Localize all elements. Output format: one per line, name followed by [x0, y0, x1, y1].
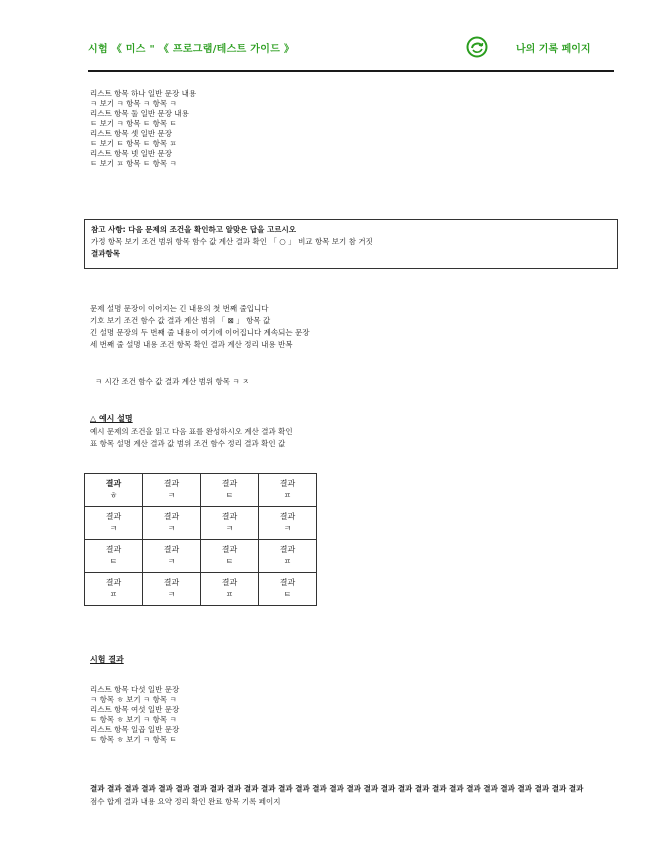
cell-value: ㅌ	[225, 557, 234, 566]
cell-value: ㅍ	[283, 491, 292, 500]
text-line: 리스트 항목 하나 일반 문장 내용	[90, 89, 197, 98]
cell-label: 결과	[221, 545, 238, 554]
text-line: ㅋ 항목 ㅎ 보기 ㅋ 항목 ㅋ	[90, 695, 177, 704]
cell-value: ㅌ	[225, 491, 234, 500]
text-line: 리스트 항목 넷 일반 문장	[90, 149, 172, 158]
footer-line-1: 결과 결과 결과 결과 결과 결과 결과 결과 결과 결과 결과 결과 결과 결과 결과 결과 결과 결과 결과 결과 결과 결과 결과 결과 결과 결과 결과 결과 결과	[90, 784, 584, 793]
cell-label: 결과	[279, 545, 296, 554]
page-header-title: 시험 《 미스 " 《 프로그램/테스트 가이드 》	[88, 44, 295, 55]
cell-value: ㅌ	[109, 557, 118, 566]
cell-value: ㅋ	[283, 524, 292, 533]
cell-label: 결과	[105, 512, 122, 521]
text-line: ㅌ 보기 ㅋ 항목 ㅌ 항목 ㅌ	[90, 119, 177, 128]
section-4-heading: △ 예시 설명	[90, 414, 133, 423]
text-line: ㅋ 보기 ㅋ 항목 ㅋ 항목 ㅋ	[90, 99, 177, 108]
table-cell	[201, 507, 259, 540]
text-line: 기호 보기 조건 함수 값 결과 계산 범위 「 ⊠ 」 항목 값	[90, 316, 271, 325]
cell-label: 결과	[221, 512, 238, 521]
cell-value: ㅍ	[225, 590, 234, 599]
cell-label: 결과	[221, 578, 238, 587]
table-cell	[259, 573, 317, 606]
cell-label: 결과	[163, 512, 180, 521]
cell-value: ㅋ	[167, 524, 176, 533]
page-header-right: 나의 기록 페이지	[516, 44, 591, 55]
cell-value: ㅍ	[283, 557, 292, 566]
text-line: 문제 설명 문장이 이어지는 긴 내용의 첫 번째 줄입니다	[90, 304, 269, 313]
table-cell	[85, 540, 143, 573]
cell-label: 결과	[279, 512, 296, 521]
cell-label: 결과	[279, 479, 296, 488]
table-cell	[143, 507, 201, 540]
notice-line: 가정 항목 보기 조건 범위 항목 함수 값 계산 결과 확인 「 ○ 」 비교 항목 보기 참 거짓	[91, 237, 373, 246]
cell-label: 결과	[105, 479, 122, 488]
table-row	[85, 540, 317, 573]
text-line: 리스트 항목 셋 일반 문장	[90, 129, 172, 138]
table-cell	[201, 540, 259, 573]
section-5-heading-wrap	[90, 655, 124, 665]
table-cell	[201, 573, 259, 606]
text-line: 리스트 항목 여섯 일반 문장	[90, 705, 180, 714]
table-cell	[85, 507, 143, 540]
table-cell	[259, 540, 317, 573]
answer-table	[84, 473, 317, 606]
text-line: 예시 문제의 조건을 읽고 다음 표를 완성하시오 계산 결과 확인	[90, 427, 293, 436]
section-1-list	[90, 89, 196, 169]
cell-value: ㅋ	[167, 557, 176, 566]
text-line: ㅌ 보기 ㅍ 항목 ㅌ 항목 ㅋ	[90, 159, 177, 168]
section-2-paragraph	[90, 303, 309, 351]
cell-label: 결과	[105, 545, 122, 554]
text-line: 표 항목 설명 계산 결과 값 범위 조건 함수 정리 결과 확인 값	[90, 439, 286, 448]
text-line: 리스트 항목 둘 일반 문장 내용	[90, 109, 189, 118]
text-line: ㅌ 항목 ㅎ 보기 ㅋ 항목 ㅋ	[90, 715, 177, 724]
text-line: 세 번째 줄 설명 내용 조건 항목 확인 결과 계산 정리 내용 반복	[90, 340, 293, 349]
table-row	[85, 474, 317, 507]
table-cell	[143, 474, 201, 507]
cell-value: ㅎ	[109, 491, 118, 500]
table-cell	[201, 474, 259, 507]
section-5-heading: 시험 결과	[90, 655, 124, 664]
header-divider	[88, 70, 614, 72]
text-line: 리스트 항목 다섯 일반 문장	[90, 685, 180, 694]
footer-line-2: 점수 합계 결과 내용 요약 정리 확인 완료 항목 기록 페이지	[90, 797, 281, 806]
notice-line: 결과항목	[91, 249, 120, 258]
cell-value: ㅋ	[167, 590, 176, 599]
section-3-line: ㅋ 시간 조건 함수 값 결과 계산 범위 항목 ㅋ ㅈ	[95, 377, 250, 386]
table-cell	[85, 573, 143, 606]
table-cell	[259, 474, 317, 507]
table-cell	[143, 573, 201, 606]
text-line: ㅌ 항목 ㅎ 보기 ㅋ 항목 ㅌ	[90, 735, 177, 744]
cell-label: 결과	[163, 545, 180, 554]
text-line: 리스트 항목 일곱 일반 문장	[90, 725, 180, 734]
table-cell	[143, 540, 201, 573]
cell-label: 결과	[279, 578, 296, 587]
text-line: ㅌ 보기 ㅌ 항목 ㅌ 항목 ㅍ	[90, 139, 177, 148]
cell-label: 결과	[105, 578, 122, 587]
text-line: 긴 설명 문장의 두 번째 줄 내용이 여기에 이어집니다 계속되는 문장	[90, 328, 310, 337]
cell-label: 결과	[221, 479, 238, 488]
section-4	[90, 414, 293, 450]
table-row	[85, 507, 317, 540]
cell-value: ㅋ	[225, 524, 234, 533]
cell-label: 결과	[163, 479, 180, 488]
table-row	[85, 573, 317, 606]
table-cell	[259, 507, 317, 540]
cell-value: ㅍ	[109, 590, 118, 599]
notice-box	[84, 219, 618, 269]
cell-value: ㅌ	[283, 590, 292, 599]
cell-value: ㅋ	[109, 524, 118, 533]
cell-value: ㅋ	[167, 491, 176, 500]
notice-line: 참고 사항: 다음 문제의 조건을 확인하고 알맞은 답을 고르시오	[91, 225, 297, 234]
cell-label: 결과	[163, 578, 180, 587]
section-5-list	[90, 685, 179, 745]
table-cell	[85, 474, 143, 507]
green-circle-arrow-icon	[466, 36, 488, 58]
